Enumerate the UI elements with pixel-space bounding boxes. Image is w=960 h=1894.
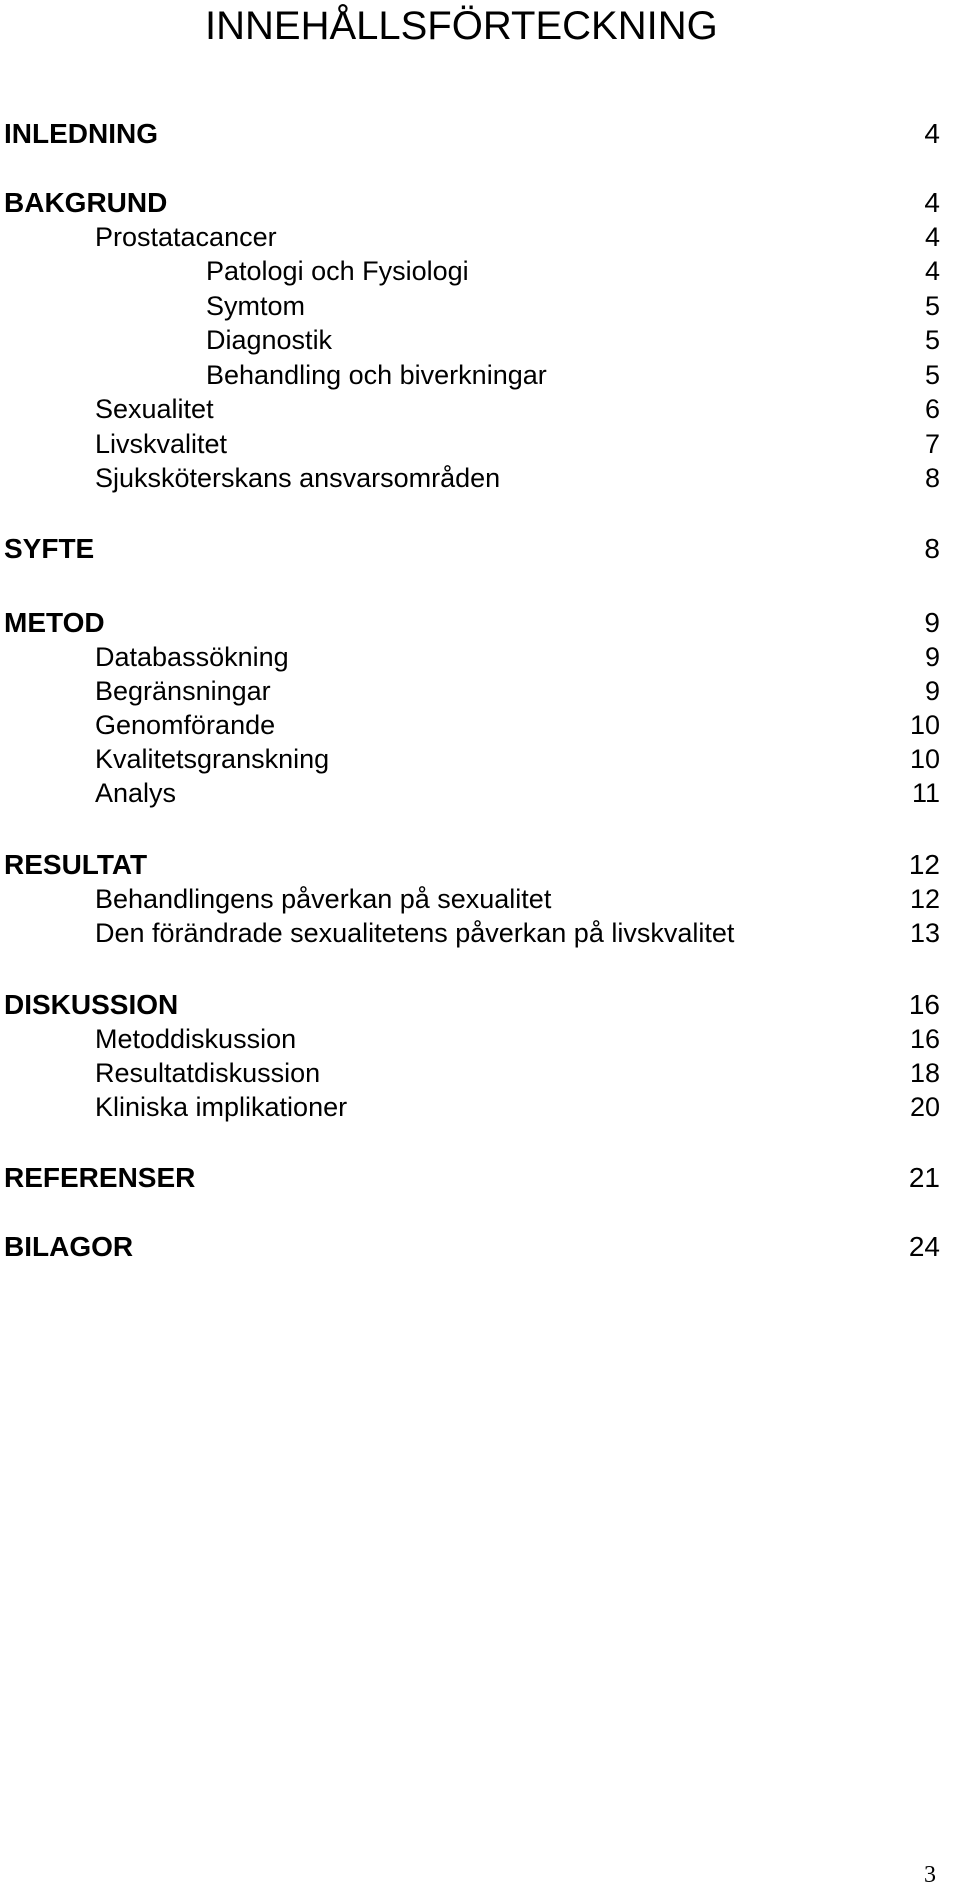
toc-entry	[0, 531, 960, 567]
toc-entry-page: 4	[924, 222, 940, 252]
toc-entry	[0, 219, 960, 255]
toc-entry-page: 12	[908, 849, 940, 880]
toc-entry	[0, 322, 960, 358]
toc-entry-page: 8	[924, 533, 940, 564]
toc-entry	[0, 1229, 960, 1265]
toc-entry	[0, 253, 960, 289]
toc-entry	[0, 116, 960, 152]
toc-entry-page: 21	[908, 1162, 940, 1193]
toc-entry-label: Metoddiskussion	[95, 1024, 297, 1054]
toc-entry-page: 9	[924, 607, 940, 638]
toc-entry-label: Behandlingens påverkan på sexualitet	[95, 884, 552, 914]
toc-entry-label: BAKGRUND	[4, 187, 168, 218]
toc-entry-page: 4	[924, 187, 940, 218]
toc-entry-page: 7	[924, 429, 940, 459]
toc-entry	[0, 847, 960, 883]
toc-entry-page: 5	[924, 291, 940, 321]
toc-entry-label: Sjuksköterskans ansvarsområden	[95, 463, 501, 493]
toc-entry	[0, 185, 960, 221]
toc-entry-page: 5	[924, 325, 940, 355]
toc-entry-page: 20	[909, 1092, 940, 1122]
toc-entry	[0, 987, 960, 1023]
toc-entry-label: Prostatacancer	[95, 222, 277, 252]
toc-entry	[0, 741, 960, 777]
toc-entry	[0, 639, 960, 675]
toc-entry-page: 6	[924, 394, 940, 424]
toc-entry-page: 13	[909, 918, 940, 948]
toc-entry-label: Kvalitetsgranskning	[95, 744, 330, 774]
toc-entry-label: Sexualitet	[95, 394, 214, 424]
toc-entry	[0, 673, 960, 709]
toc-entry-label: Begränsningar	[95, 676, 271, 706]
toc-entry-page: 4	[924, 118, 940, 149]
toc-entry-page: 10	[909, 744, 940, 774]
toc-entry-label: BILAGOR	[4, 1231, 134, 1262]
toc-entry	[0, 1021, 960, 1057]
toc-entry-label: Livskvalitet	[95, 429, 228, 459]
toc-entry	[0, 391, 960, 427]
toc-entry-page: 11	[911, 778, 940, 808]
toc-entry-label: RESULTAT	[4, 849, 148, 880]
toc-entry	[0, 1160, 960, 1196]
toc-entry-label: Analys	[95, 778, 177, 808]
toc-entry-label: METOD	[4, 607, 105, 638]
toc-entry-page: 24	[908, 1231, 940, 1262]
toc-entry-label: INLEDNING	[4, 118, 158, 149]
toc-entry-label: Den förändrade sexualitetens påverkan på livskvalitet	[95, 918, 735, 948]
toc-entry	[0, 426, 960, 462]
toc-entry-label: Kliniska implikationer	[95, 1092, 348, 1122]
toc-entry-label: Behandling och biverkningar	[206, 360, 547, 390]
toc-entry-label: DISKUSSION	[4, 989, 179, 1020]
toc-entry-page: 18	[909, 1058, 940, 1088]
toc-entry-page: 5	[924, 360, 940, 390]
page-number: 3	[924, 1862, 936, 1888]
toc-entry-page: 16	[909, 1024, 940, 1054]
toc-entry	[0, 605, 960, 641]
toc-entry-label: REFERENSER	[4, 1162, 196, 1193]
toc-entry	[0, 775, 960, 811]
toc-entry	[0, 288, 960, 324]
toc-entry-label: Resultatdiskussion	[95, 1058, 321, 1088]
page-title: INNEHÅLLSFÖRTECKNING	[205, 4, 718, 48]
toc-entry-label: Patologi och Fysiologi	[206, 256, 469, 286]
toc-entry-label: SYFTE	[4, 533, 95, 564]
toc-entry	[0, 460, 960, 496]
toc-entry	[0, 915, 960, 951]
toc-entry-page: 12	[909, 884, 940, 914]
toc-entry-label: Databassökning	[95, 642, 289, 672]
toc-entry-page: 10	[909, 710, 940, 740]
toc-entry-page: 9	[924, 642, 940, 672]
toc-entry-page: 8	[924, 463, 940, 493]
toc-entry	[0, 357, 960, 393]
toc-entry	[0, 1055, 960, 1091]
toc-entry-page: 16	[908, 989, 940, 1020]
toc-entry-label: Diagnostik	[206, 325, 333, 355]
toc-entry-label: Symtom	[206, 291, 306, 321]
toc-entry	[0, 1089, 960, 1125]
toc-entry-label: Genomförande	[95, 710, 276, 740]
toc-entry	[0, 707, 960, 743]
toc-entry-page: 9	[924, 676, 940, 706]
toc-entry-page: 4	[924, 256, 940, 286]
toc-entry	[0, 881, 960, 917]
